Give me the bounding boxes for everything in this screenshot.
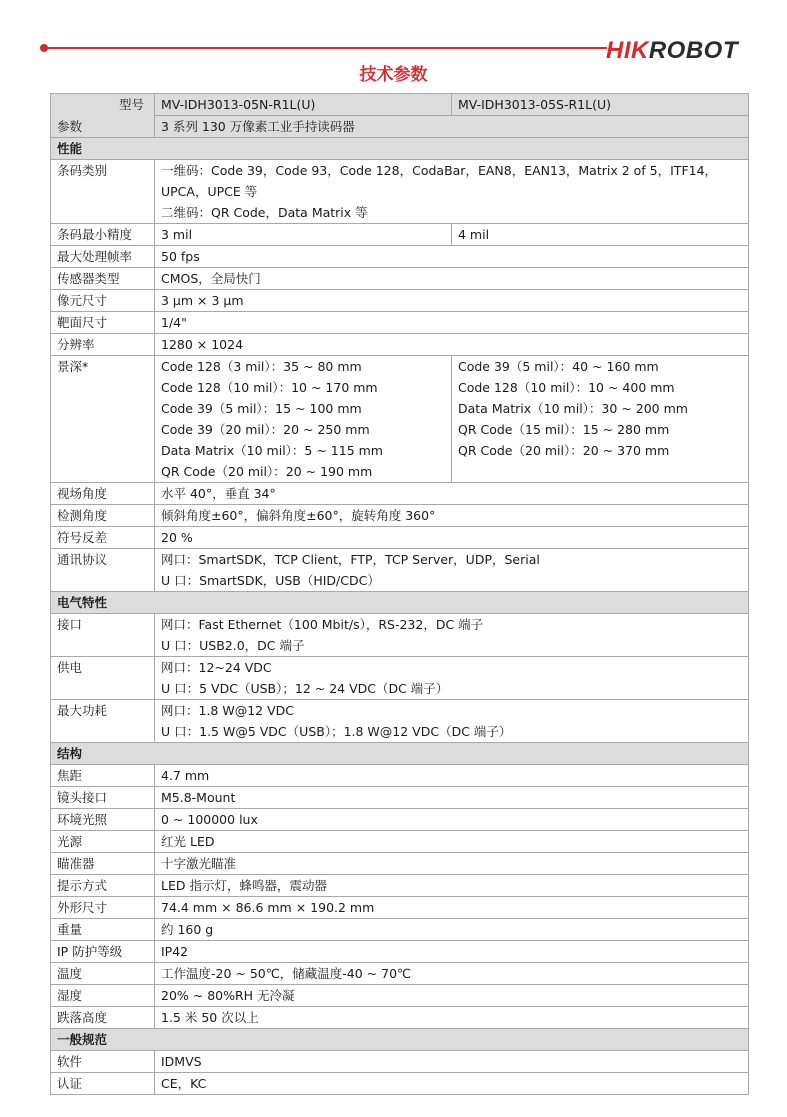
table-row: 传感器类型 CMOS，全局快门	[51, 268, 749, 290]
table-row: 温度 工作温度-20 ~ 50℃，储藏温度-40 ~ 70℃	[51, 963, 749, 985]
table-row: 外形尺寸 74.4 mm × 86.6 mm × 190.2 mm	[51, 897, 749, 919]
table-row: 提示方式 LED 指示灯，蜂鸣器，震动器	[51, 875, 749, 897]
table-row: 环境光照 0 ~ 100000 lux	[51, 809, 749, 831]
dof-col-a: Code 128（3 mil）：35 ~ 80 mm Code 128（10 mil）：10 ~ 170 mm Code 39（5 mil）：15 ~ 100 mm Code 39（20 mil）：20 ~ 250 mm Data Matrix（10 mil）：5 ~ 115 mm QR Code（20 mil）：20 ~ 190 mm	[155, 356, 452, 483]
table-row: 跌落高度 1.5 米 50 次以上	[51, 1007, 749, 1029]
table-row: 湿度 20% ~ 80%RH 无冷凝	[51, 985, 749, 1007]
header-row	[51, 94, 749, 116]
table-row: 认证 CE，KC	[51, 1073, 749, 1095]
page-title: 技术参数	[359, 65, 428, 85]
product-description: 3 系列 130 万像素工业手持读码器	[155, 116, 749, 138]
model-label: 型号	[118, 97, 144, 112]
table-row: 条码最小精度 3 mil 4 mil	[51, 224, 749, 246]
table-row: IP 防护等级 IP42	[51, 941, 749, 963]
table-row: 视场角度 水平 40°，垂直 34°	[51, 483, 749, 505]
table-row: 检测角度 倾斜角度±60°，偏斜角度±60°，旋转角度 360°	[51, 505, 749, 527]
table-row: 最大处理帧率 50 fps	[51, 246, 749, 268]
section-performance: 性能	[51, 138, 749, 160]
description-row	[51, 116, 749, 138]
table-row: 焦距 4.7 mm	[51, 765, 749, 787]
table-row: 靶面尺寸 1/4"	[51, 312, 749, 334]
table-row: 最大功耗 网口：1.8 W@12 VDC U 口：1.5 W@5 VDC（USB）；1.8 W@12 VDC（DC 端子）	[51, 700, 749, 743]
table-row: 分辨率 1280 × 1024	[51, 334, 749, 356]
table-row: 通讯协议 网口：SmartSDK，TCP Client，FTP，TCP Server，UDP，Serial U 口：SmartSDK，USB（HID/CDC）	[51, 549, 749, 592]
model-a: MV-IDH3013-05N-R1L(U)	[155, 94, 452, 116]
spec-table	[50, 93, 749, 1095]
dof-col-b: Code 39（5 mil）：40 ~ 160 mm Code 128（10 mil）：10 ~ 400 mm Data Matrix（10 mil）：30 ~ 200 mm QR Code（15 mil）：15 ~ 280 mm QR Code（20 mil）：20 ~ 370 mm	[452, 356, 749, 483]
table-row: 景深* Code 128（3 mil）：35 ~ 80 mm Code 128（10 mil）：10 ~ 170 mm Code 39（5 mil）：15 ~ 100 mm Code 39（20 mil）：20 ~ 250 mm Data Matrix（10 mil）：5 ~ 115 mm QR Code（20 mil）：20 ~ 190 mm Code 39（5 mil）：40 ~ 160 mm Code 128（10 mil）：10 ~ 400 mm Data Matrix（10 mil）：30 ~ 200 mm QR Code（15 mil）：15 ~ 280 mm QR Code（20 mil）：20 ~ 370 mm	[51, 356, 749, 483]
section-structure: 结构	[51, 743, 749, 765]
table-row: 条码类别 一维码：Code 39，Code 93，Code 128，CodaBar，EAN8，EAN13，Matrix 2 of 5，ITF14， UPCA，UPCE 等 二维码：QR Code，Data Matrix 等	[51, 160, 749, 224]
table-row: 瞄准器 十字激光瞄准	[51, 853, 749, 875]
table-row: 符号反差 20 %	[51, 527, 749, 549]
param-label: 参数	[57, 119, 83, 134]
table-row: 镜头接口 M5.8-Mount	[51, 787, 749, 809]
table-row: 光源 红光 LED	[51, 831, 749, 853]
table-row: 像元尺寸 3 μm × 3 μm	[51, 290, 749, 312]
table-row: 供电 网口：12~24 VDC U 口：5 VDC（USB）；12 ~ 24 VDC（DC 端子）	[51, 657, 749, 700]
section-electrical: 电气特性	[51, 592, 749, 614]
hikrobot-logo: HIKROBOT	[606, 37, 739, 64]
table-row: 重量 约 160 g	[51, 919, 749, 941]
model-b: MV-IDH3013-05S-R1L(U)	[452, 94, 749, 116]
table-row: 软件 IDMVS	[51, 1051, 749, 1073]
diagonal-header-cell	[51, 94, 155, 138]
header-rule	[47, 47, 607, 49]
section-general: 一般规范	[51, 1029, 749, 1051]
table-row: 接口 网口：Fast Ethernet（100 Mbit/s），RS-232，DC 端子 U 口：USB2.0，DC 端子	[51, 614, 749, 657]
